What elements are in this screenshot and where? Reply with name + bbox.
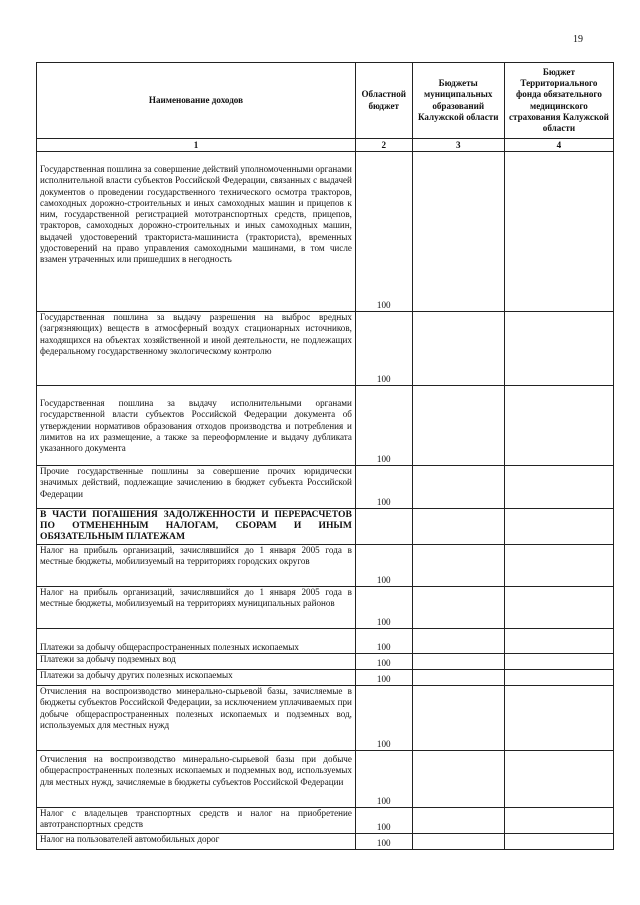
table-row [37,751,614,808]
row-fund [504,686,613,751]
table-row [37,312,614,386]
row-fund [504,545,613,587]
row-regional: 100 [355,545,412,587]
header-name: Наименование доходов [37,63,356,139]
row-name: Платежи за добычу общераспространенных полезных ископаемых [37,629,356,654]
row-regional: 100 [355,751,412,808]
row-name: Налог на пользователей автомобильных дорог [37,834,356,850]
table-row [37,670,614,686]
column-number: 3 [412,139,504,152]
row-municipal [412,152,504,312]
row-fund [504,834,613,850]
row-regional [355,509,412,545]
section-heading-row [37,509,614,545]
table-row [37,386,614,466]
header-regional: Областной бюджет [355,63,412,139]
row-municipal [412,751,504,808]
row-name: Государственная пошлина за выдачу разрешения на выброс вредных (загрязняющих) веществ в атмосферный воздух стационарных источников, находящихся на объектах хозяйственной и иной деятельности, не подлежащих федеральному государственному экологическому контролю [37,312,356,386]
row-fund [504,312,613,386]
table-row [37,587,614,629]
revenue-table [36,62,614,850]
row-name: Государственная пошлина за совершение действий уполномоченными органами исполнительной власти субъектов Российской Федерации, связанных с выдачей документов о проведении государственного технического осмотра тракторов, самоходных дорожно-строительных и иных самоходных машин и прицепов к ним, государственной регистрацией мототранспортных средств, прицепов, тракторов, самоходных дорожно-строительных и иных самоходных машин, выдачей удостоверений тракториста-машиниста (тракториста), временных удостоверений на право управления самоходными машинами, в том числе взамен утраченных или пришедших в негодность [37,152,356,312]
row-regional: 100 [355,654,412,670]
row-fund [504,751,613,808]
row-municipal [412,654,504,670]
row-regional: 100 [355,466,412,509]
row-name: Платежи за добычу других полезных ископаемых [37,670,356,686]
row-regional: 100 [355,834,412,850]
row-municipal [412,466,504,509]
row-municipal [412,834,504,850]
row-name: Отчисления на воспроизводство минерально-сырьевой базы при добыче общераспространенных полезных ископаемых и подземных вод, используемых для местных нужд, зачисляемые в бюджеты субъектов Российской Федерации [37,751,356,808]
row-name: Государственная пошлина за выдачу исполнительными органами государственной власти субъектов Российской Федерации документа об утверждении нормативов образования отходов производства и потребления и лимитов на их размещение, а также за переоформление и выдачу дубликата указанного документа [37,386,356,466]
table-row [37,545,614,587]
table-row [37,152,614,312]
row-regional: 100 [355,670,412,686]
row-fund [504,466,613,509]
table-row [37,808,614,834]
column-number: 1 [37,139,356,152]
row-name: Отчисления на воспроизводство минерально-сырьевой базы, зачисляемые в бюджеты субъектов Российской Федерации, за исключением уплачиваемых при добыче общераспространенных полезных ископаемых и подземных вод, используемых для местных нужд [37,686,356,751]
row-name: Прочие государственные пошлины за совершение прочих юридически значимых действий, подлежащие зачислению в бюджет субъекта Российской Федерации [37,466,356,509]
column-number: 2 [355,139,412,152]
header-fund: Бюджет Территориального фонда обязательного медицинского страхования Калужской области [504,63,613,139]
row-municipal [412,587,504,629]
row-fund [504,670,613,686]
row-municipal [412,545,504,587]
row-name: Налог на прибыль организаций, зачислявшийся до 1 января 2005 года в местные бюджеты, мобилизуемый на территориях муниципальных районов [37,587,356,629]
table-row [37,629,614,654]
page-number: 19 [573,34,583,45]
row-regional: 100 [355,152,412,312]
row-municipal [412,312,504,386]
row-fund [504,654,613,670]
row-municipal [412,670,504,686]
row-regional: 100 [355,808,412,834]
row-fund [504,587,613,629]
row-municipal [412,808,504,834]
row-name: Налог на прибыль организаций, зачислявшийся до 1 января 2005 года в местные бюджеты, мобилизуемый на территориях городских округов [37,545,356,587]
row-fund [504,152,613,312]
row-fund [504,808,613,834]
column-numbers-row [37,139,614,152]
row-regional: 100 [355,629,412,654]
row-regional: 100 [355,312,412,386]
row-regional: 100 [355,587,412,629]
row-municipal [412,629,504,654]
table-row [37,654,614,670]
row-regional: 100 [355,386,412,466]
row-name: Налог с владельцев транспортных средств и налог на приобретение автотранспортных средств [37,808,356,834]
row-municipal [412,686,504,751]
table-row [37,686,614,751]
table-row [37,466,614,509]
row-name: Платежи за добычу подземных вод [37,654,356,670]
header-municipal: Бюджеты муниципальных образований Калужской области [412,63,504,139]
table-row [37,834,614,850]
row-fund [504,629,613,654]
row-regional: 100 [355,686,412,751]
row-municipal [412,386,504,466]
header-row [37,63,614,139]
section-heading: В ЧАСТИ ПОГАШЕНИЯ ЗАДОЛЖЕННОСТИ И ПЕРЕРАСЧЕТОВ ПО ОТМЕНЕННЫМ НАЛОГАМ, СБОРАМ И ИНЫМ ОБЯЗАТЕЛЬНЫМ ПЛАТЕЖАМ [37,509,356,545]
column-number: 4 [504,139,613,152]
row-fund [504,509,613,545]
row-fund [504,386,613,466]
row-municipal [412,509,504,545]
